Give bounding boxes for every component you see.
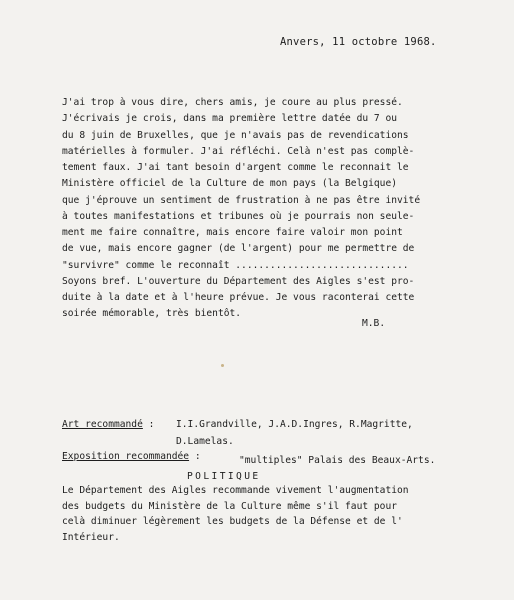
- body-line: à toutes manifestations et tribunes où je pourrais non seule-: [62, 210, 415, 222]
- politique-body: [62, 483, 482, 546]
- body-line: "survivre" comme le reconnaît ..............................: [62, 259, 409, 271]
- art-artists-line-2: D.Lamelas.: [176, 436, 234, 447]
- body-line: J'ai trop à vous dire, chers amis, je coure au plus pressé.: [62, 97, 403, 108]
- politique-heading: POLITIQUE: [187, 471, 261, 482]
- body-line: du 8 juin de Bruxelles, que je n'avais pas de revendications: [62, 129, 409, 141]
- signature: M.B.: [362, 318, 386, 329]
- body-line: soirée mémorable, très bientôt.: [62, 308, 242, 320]
- expo-label: Exposition recommandée: [62, 451, 190, 462]
- body-line: J'écrivais je crois, dans ma première lettre datée du 7 ou: [62, 113, 398, 125]
- body-line: tement faux. J'ai tant besoin d'argent comme le reconnait le: [62, 162, 409, 173]
- exposition-recommandee-row: [62, 451, 201, 462]
- letter-body: [62, 95, 482, 323]
- art-separator: :: [142, 419, 155, 430]
- art-label: Art recommandé: [62, 419, 143, 430]
- art-recommande-row: [62, 419, 154, 430]
- dateline: Anvers, 11 octobre 1968.: [280, 36, 437, 48]
- politique-line: des budgets du Ministère de la Culture même s'il faut pour: [62, 500, 398, 512]
- body-line: de vue, mais encore gagner (de l'argent) pour me permettre de: [62, 243, 415, 255]
- politique-line: Intérieur.: [62, 532, 120, 544]
- expo-value: "multiples" Palais des Beaux-Arts.: [239, 455, 436, 466]
- body-line: ment me faire connaître, mais encore faire valoir mon point: [62, 227, 403, 238]
- art-artists-line-1: I.I.Grandville, J.A.D.Ingres, R.Magritte,: [176, 419, 413, 430]
- politique-line: celà diminuer légèrement les budgets de la Défense et de l': [62, 516, 403, 528]
- expo-separator: :: [189, 451, 201, 462]
- paper-spot: [221, 364, 224, 367]
- politique-line: Le Département des Aigles recommande vivement l'augmentation: [62, 485, 409, 496]
- body-line: duite à la date et à l'heure prévue. Je vous raconterai cette: [62, 292, 415, 303]
- body-line: Soyons bref. L'ouverture du Département des Aigles s'est pro-: [62, 275, 415, 287]
- body-line: Ministère officiel de la Culture de mon pays (la Belgique): [62, 178, 398, 190]
- body-line: que j'éprouve un sentiment de frustration à ne pas être invité: [62, 194, 421, 206]
- body-line: matérielles à formuler. J'ai réfléchi. Celà n'est pas complè-: [62, 145, 415, 157]
